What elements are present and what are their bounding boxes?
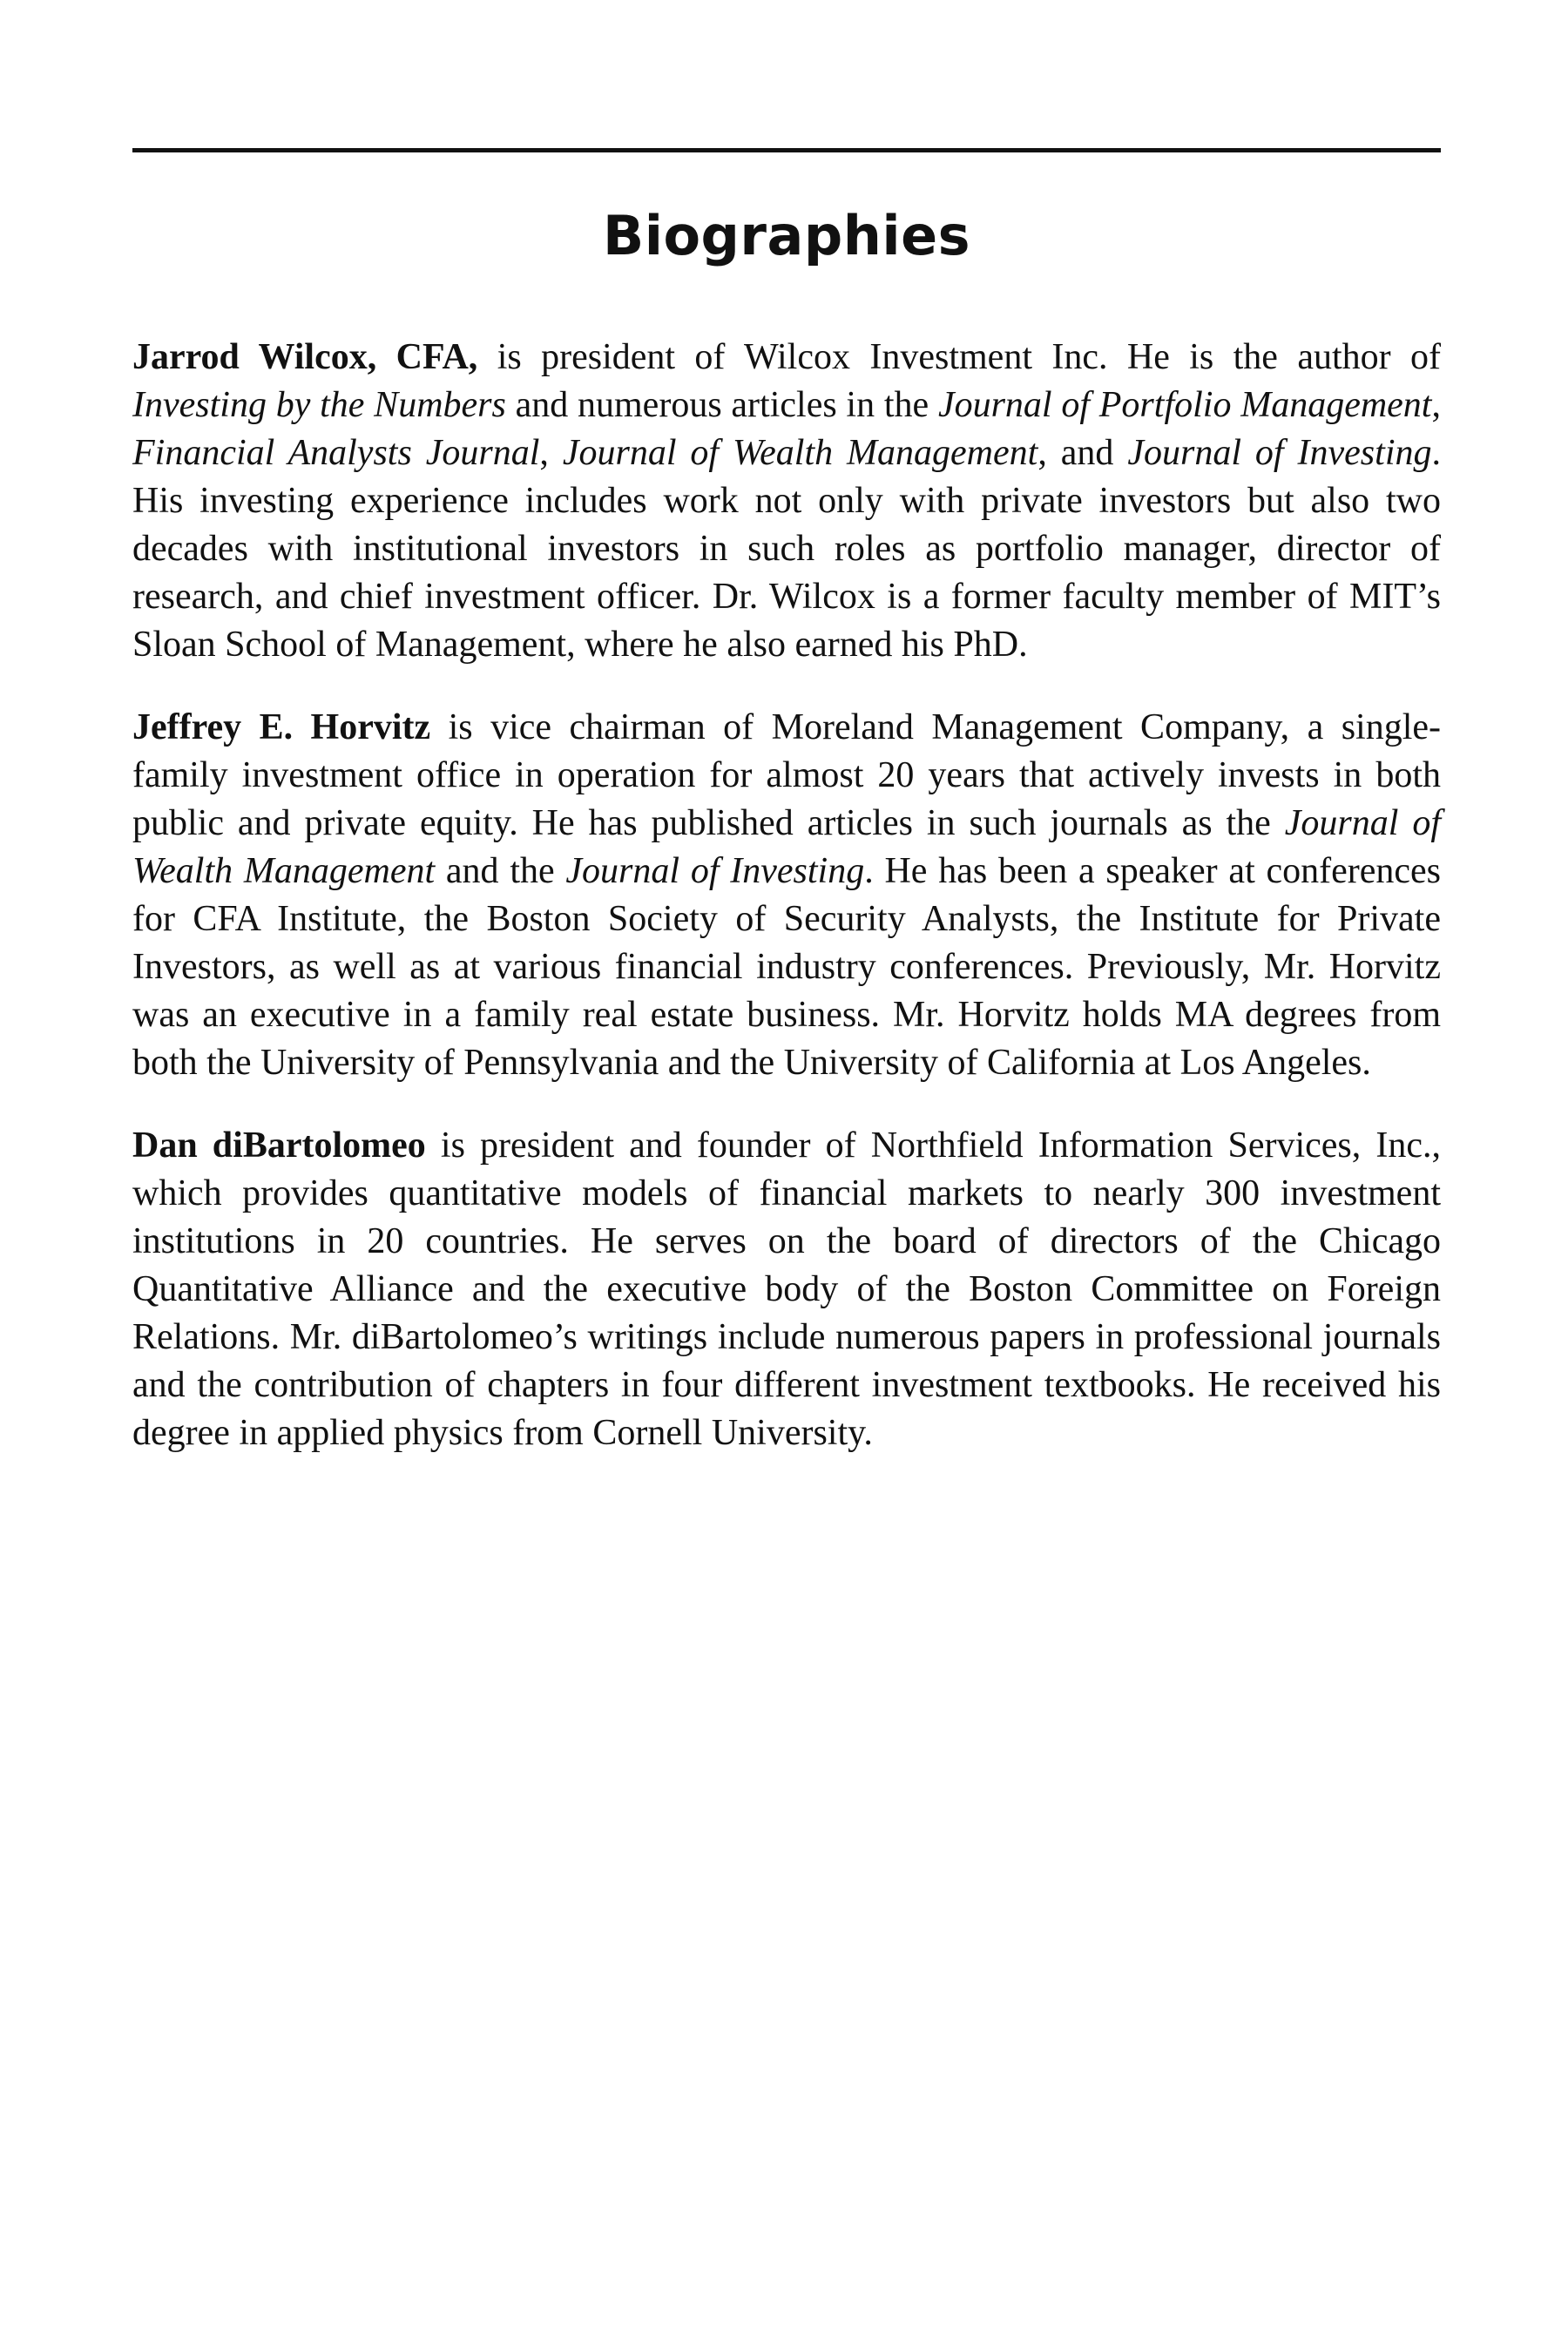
bio-paragraph-dibartolomeo: [132, 1122, 1441, 1457]
bio-text: . He has been a speaker at conferences for CFA Institute, the Boston Society of Security Analysts, the Institute for Private Investors, as well as at various financial industry conferences. Previously, Mr. Horvitz was an executive in a family real estate business. Mr. Horvitz holds MA degrees from both the University of Pennsylvania and the University of California at Los Angeles.: [132, 851, 1442, 1084]
page-content: [132, 148, 1441, 1492]
bio-text: , and: [1037, 433, 1128, 474]
bio-text: is president and founder of Northfield Information Services, Inc., which provides quantitative models of financial markets to nearly 300 investment institutions in 20 countries. He serves on the board of directors of the Chicago Quantitative Alliance and the executive body of the Boston Committee on Foreign Relations. Mr. diBartolomeo’s writings include numerous papers in professional journals and the contribution of chapters in four different investment textbooks. He received his degree in applied physics from Cornell University.: [132, 1125, 1442, 1454]
bio-name: Jeffrey E. Horvitz: [132, 707, 431, 748]
publication-title: Financial Analysts Journal: [132, 433, 540, 474]
bio-text: and numerous articles in the: [505, 385, 938, 426]
publication-title: Journal of Wealth Management: [562, 433, 1038, 474]
publication-title: Journal of Investing: [1127, 433, 1432, 474]
top-rule: [132, 148, 1441, 152]
bio-name: Jarrod Wilcox, CFA,: [132, 337, 478, 378]
publication-title: Journal of Wealth Management: [132, 803, 1441, 892]
publication-title: Journal of Investing: [565, 851, 865, 892]
bio-name: Dan diBartolomeo: [132, 1125, 426, 1166]
bio-text: is president of Wilcox Investment Inc. He is the author of: [497, 337, 1441, 378]
bio-text: ,: [539, 433, 563, 474]
bio-text: . His investing experience includes work not only with private investors but also two decades with institutional investors in such roles as portfolio manager, director of research, and chief investment officer. Dr. Wilcox is a former faculty member of MIT’s Sloan School of Management, where he also earned his PhD.: [132, 433, 1441, 666]
bio-text: is vice chairman of Moreland Management Company, a single-family investment office in operation for almost 20 years that actively invests in both public and private equity. He has published articles in such journals as the: [132, 707, 1441, 844]
bio-text: and the: [435, 851, 566, 892]
bio-text: ,: [1431, 385, 1441, 426]
publication-title: Investing by the Numbers: [132, 385, 506, 426]
bio-paragraph-wilcox: [132, 334, 1441, 669]
page-title: Biographies: [602, 204, 971, 267]
bio-paragraph-horvitz: [132, 704, 1441, 1087]
publication-title: Journal of Portfolio Management: [937, 385, 1432, 426]
